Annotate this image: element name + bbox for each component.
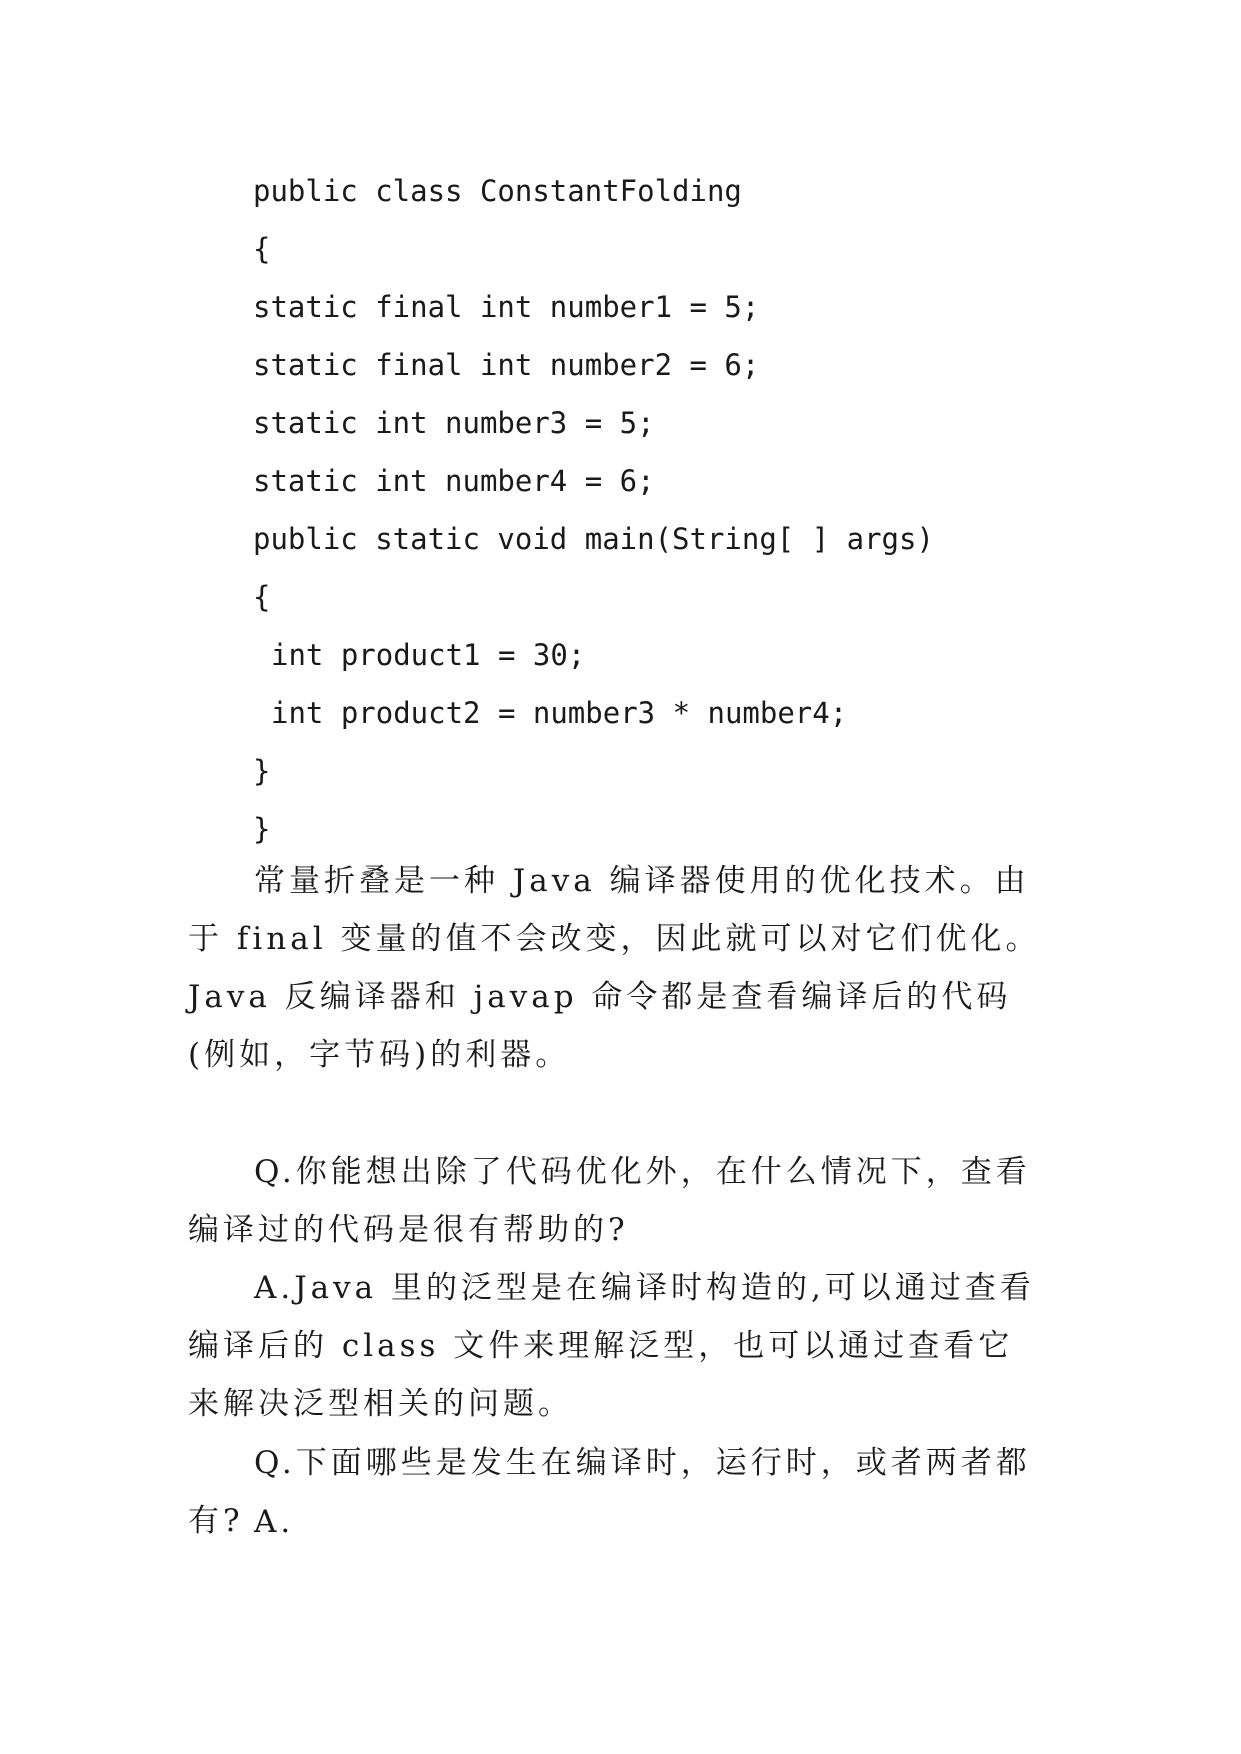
paragraph-constant-folding: 常量折叠是一种 Java 编译器使用的优化技术。由于 final 变量的值不会改变，因此就可以对它们优化。Java 反编译器和 javap 命令都是查看编译后的代码(例如，字节码)的利器。 [188, 863, 1041, 1073]
answer-2: A. [254, 1504, 295, 1540]
code-line-main-open-brace: { [253, 580, 271, 614]
code-line-class-decl: public class ConstantFolding [253, 174, 742, 208]
code-line-class-close-brace: } [253, 812, 271, 846]
code-block [253, 162, 1153, 858]
answer-1: A.Java 里的泛型是在编译时构造的,可以通过查看编译后的 class 文件来理解泛型，也可以通过查看它来解决泛型相关的问题。 [188, 1270, 1035, 1422]
code-line-product2: int product2 = number3 * number4; [271, 696, 848, 730]
code-line-open-brace: { [253, 232, 271, 266]
question-1: Q.你能想出除了代码优化外，在什么情况下，查看编译过的代码是很有帮助的? [188, 1154, 1031, 1248]
question-2: Q.下面哪些是发生在编译时，运行时，或者两者都有? [188, 1445, 1031, 1539]
code-line-number2: static final int number2 = 6; [253, 348, 760, 382]
code-line-main-close-brace: } [253, 754, 271, 788]
code-line-main-decl: public static void main(String[ ] args) [253, 522, 934, 556]
code-line-product1: int product1 = 30; [271, 638, 586, 672]
code-line-number4: static int number4 = 6; [253, 464, 655, 498]
code-line-number3: static int number3 = 5; [253, 406, 655, 440]
code-line-number1: static final int number1 = 5; [253, 290, 760, 324]
